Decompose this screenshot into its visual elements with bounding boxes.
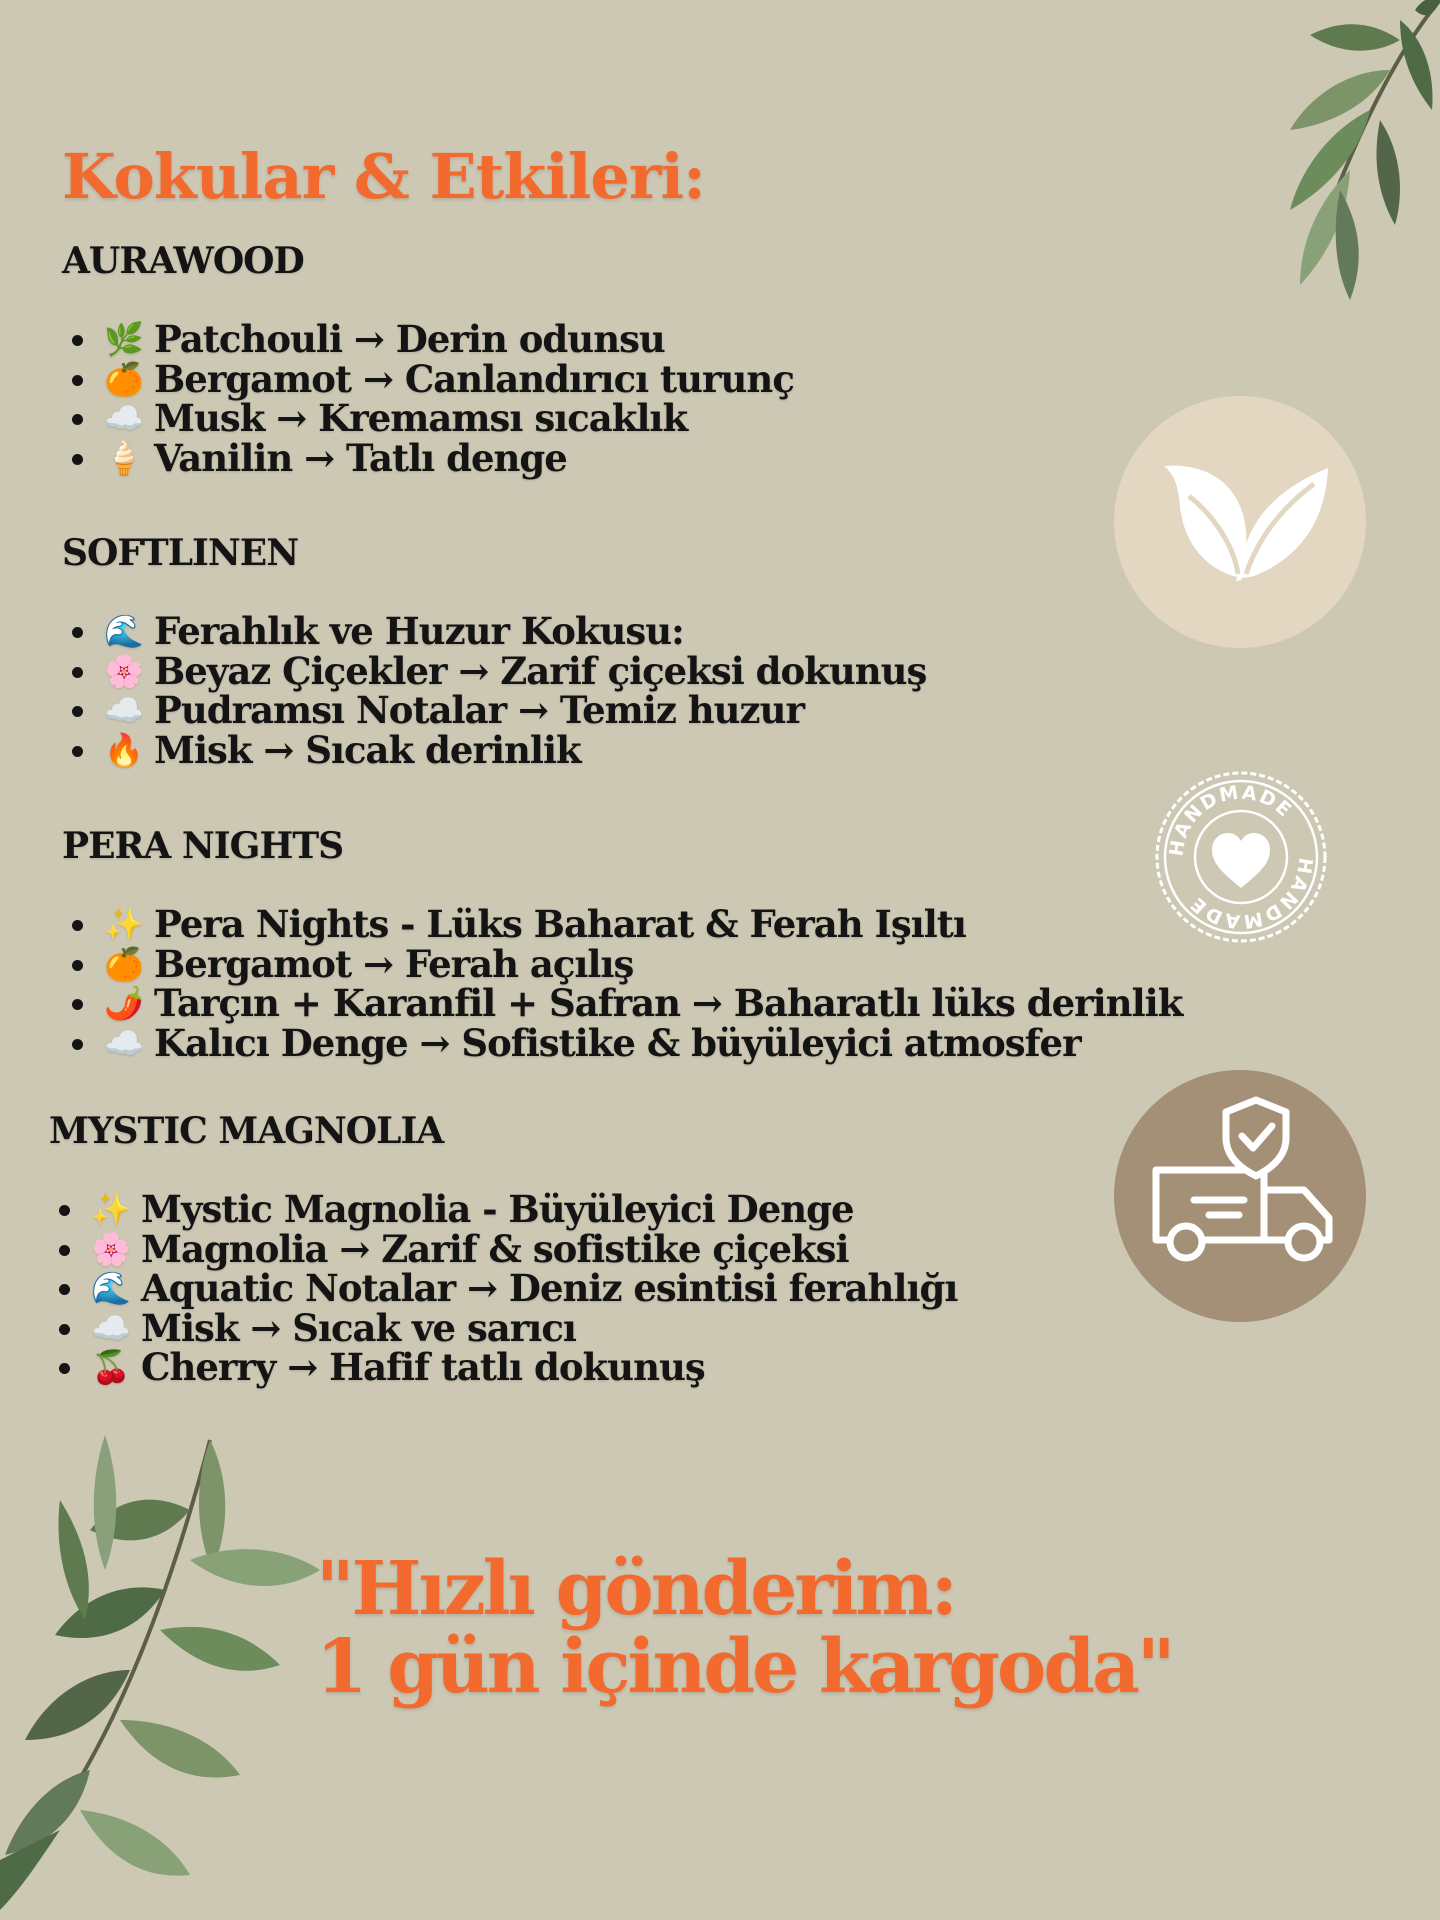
shipping-note [316, 1546, 1173, 1710]
list-item-text: Pudramsı Notalar → Temiz huzur [154, 688, 804, 732]
note-list [62, 609, 927, 772]
list-item-text: Patchouli → Derin odunsu [154, 317, 665, 361]
orange-icon: 🍊 [104, 359, 143, 398]
list-item [104, 1020, 1182, 1065]
fire-icon: 🔥 [104, 730, 143, 769]
shipping-note-line: 1 gün içinde kargoda" [316, 1624, 1173, 1710]
section-aurawood [62, 240, 794, 478]
page-title: Kokular & Etkileri: [62, 140, 705, 213]
blossom-icon: 🌸 [104, 651, 143, 690]
section-heading: MYSTIC MAGNOLIA [49, 1110, 444, 1152]
orange-icon: 🍊 [104, 944, 143, 983]
cloud-icon: ☁️ [104, 399, 143, 437]
list-item-text: Vanilin → Tatlı denge [154, 435, 567, 480]
sparkles-icon: ✨ [91, 1190, 130, 1228]
list-item-text: Misk → Sıcak ve sarıcı [141, 1305, 576, 1350]
cherry-icon: 🍒 [91, 1348, 130, 1386]
list-item [104, 727, 926, 772]
list-item-text: Bergamot → Ferah açılış [154, 941, 634, 986]
section-heading: SOFTLINEN [62, 532, 299, 574]
leaf-icon [1114, 396, 1366, 648]
wave-icon: 🌊 [104, 612, 143, 650]
list-item-text: Mystic Magnolia - Büyüleyici Denge [141, 1187, 854, 1231]
list-item [91, 1305, 957, 1350]
list-item [104, 688, 926, 732]
wave-icon: 🌊 [91, 1269, 130, 1307]
blossom-icon: 🌸 [91, 1229, 130, 1268]
herb-icon: 🌿 [104, 320, 143, 358]
section-heading: PERA NIGHTS [62, 825, 344, 867]
list-item-text: Beyaz Çiçekler → Zarif çiçeksi dokunuş [154, 648, 927, 693]
list-item [104, 941, 1182, 986]
cloud-icon: ☁️ [91, 1308, 130, 1347]
leaves-decoration-bottom [0, 1420, 340, 1920]
handmade-stamp-icon [1154, 770, 1328, 944]
list-item [104, 317, 794, 361]
list-item [91, 1187, 957, 1231]
list-item-text: Ferahlık ve Huzur Kokusu: [154, 609, 684, 653]
list-item-text: Musk → Kremamsı sıcaklık [154, 396, 688, 440]
shipping-badge [1114, 1070, 1366, 1322]
note-list [62, 902, 1183, 1065]
handmade-text: HANDMADE [1165, 781, 1297, 858]
cloud-icon: ☁️ [104, 691, 143, 729]
list-item [104, 981, 1183, 1025]
list-item [104, 396, 794, 440]
section-mystic-magnolia [49, 1110, 957, 1388]
list-item [91, 1266, 958, 1310]
list-item [104, 902, 1182, 946]
section-softlinen [62, 532, 926, 770]
cloud-icon: ☁️ [104, 1023, 143, 1062]
sparkles-icon: ✨ [104, 905, 143, 943]
ice-cream-icon: 🍦 [104, 438, 143, 477]
list-item-text: Kalıcı Denge → Sofistike & büyüleyici atmosfer [154, 1020, 1081, 1065]
list-item [104, 435, 794, 480]
shipping-note-line: "Hızlı gönderim: [316, 1546, 956, 1632]
section-heading: AURAWOOD [62, 240, 304, 282]
leaf-badge [1114, 396, 1366, 648]
delivery-truck-icon [1114, 1070, 1366, 1322]
list-item-text: Bergamot → Canlandırıcı turunç [154, 356, 794, 401]
list-item-text: Magnolia → Zarif & sofistike çiçeksi [141, 1226, 849, 1271]
list-item [104, 609, 926, 653]
handmade-badge [1154, 770, 1328, 944]
list-item [91, 1226, 957, 1271]
list-item-text: Cherry → Hafif tatlı dokunuş [141, 1345, 705, 1389]
list-item-text: Pera Nights - Lüks Baharat & Ferah Işıltı [154, 902, 966, 946]
handmade-text: HANDMADE [1185, 856, 1317, 933]
note-list [49, 1187, 958, 1389]
chili-icon: 🌶️ [104, 984, 143, 1022]
list-item-text: Aquatic Notalar → Deniz esintisi ferahlığı [141, 1266, 958, 1310]
list-item-text: Misk → Sıcak derinlik [154, 727, 581, 772]
note-list [62, 317, 794, 480]
list-item [104, 648, 927, 693]
list-item [91, 1345, 957, 1389]
section-pera-nights [62, 825, 1182, 1063]
leaves-decoration-top [1200, 0, 1440, 360]
list-item-text: Tarçın + Karanfil + Safran → Baharatlı lüks derinlik [154, 981, 1183, 1025]
list-item [104, 356, 794, 401]
